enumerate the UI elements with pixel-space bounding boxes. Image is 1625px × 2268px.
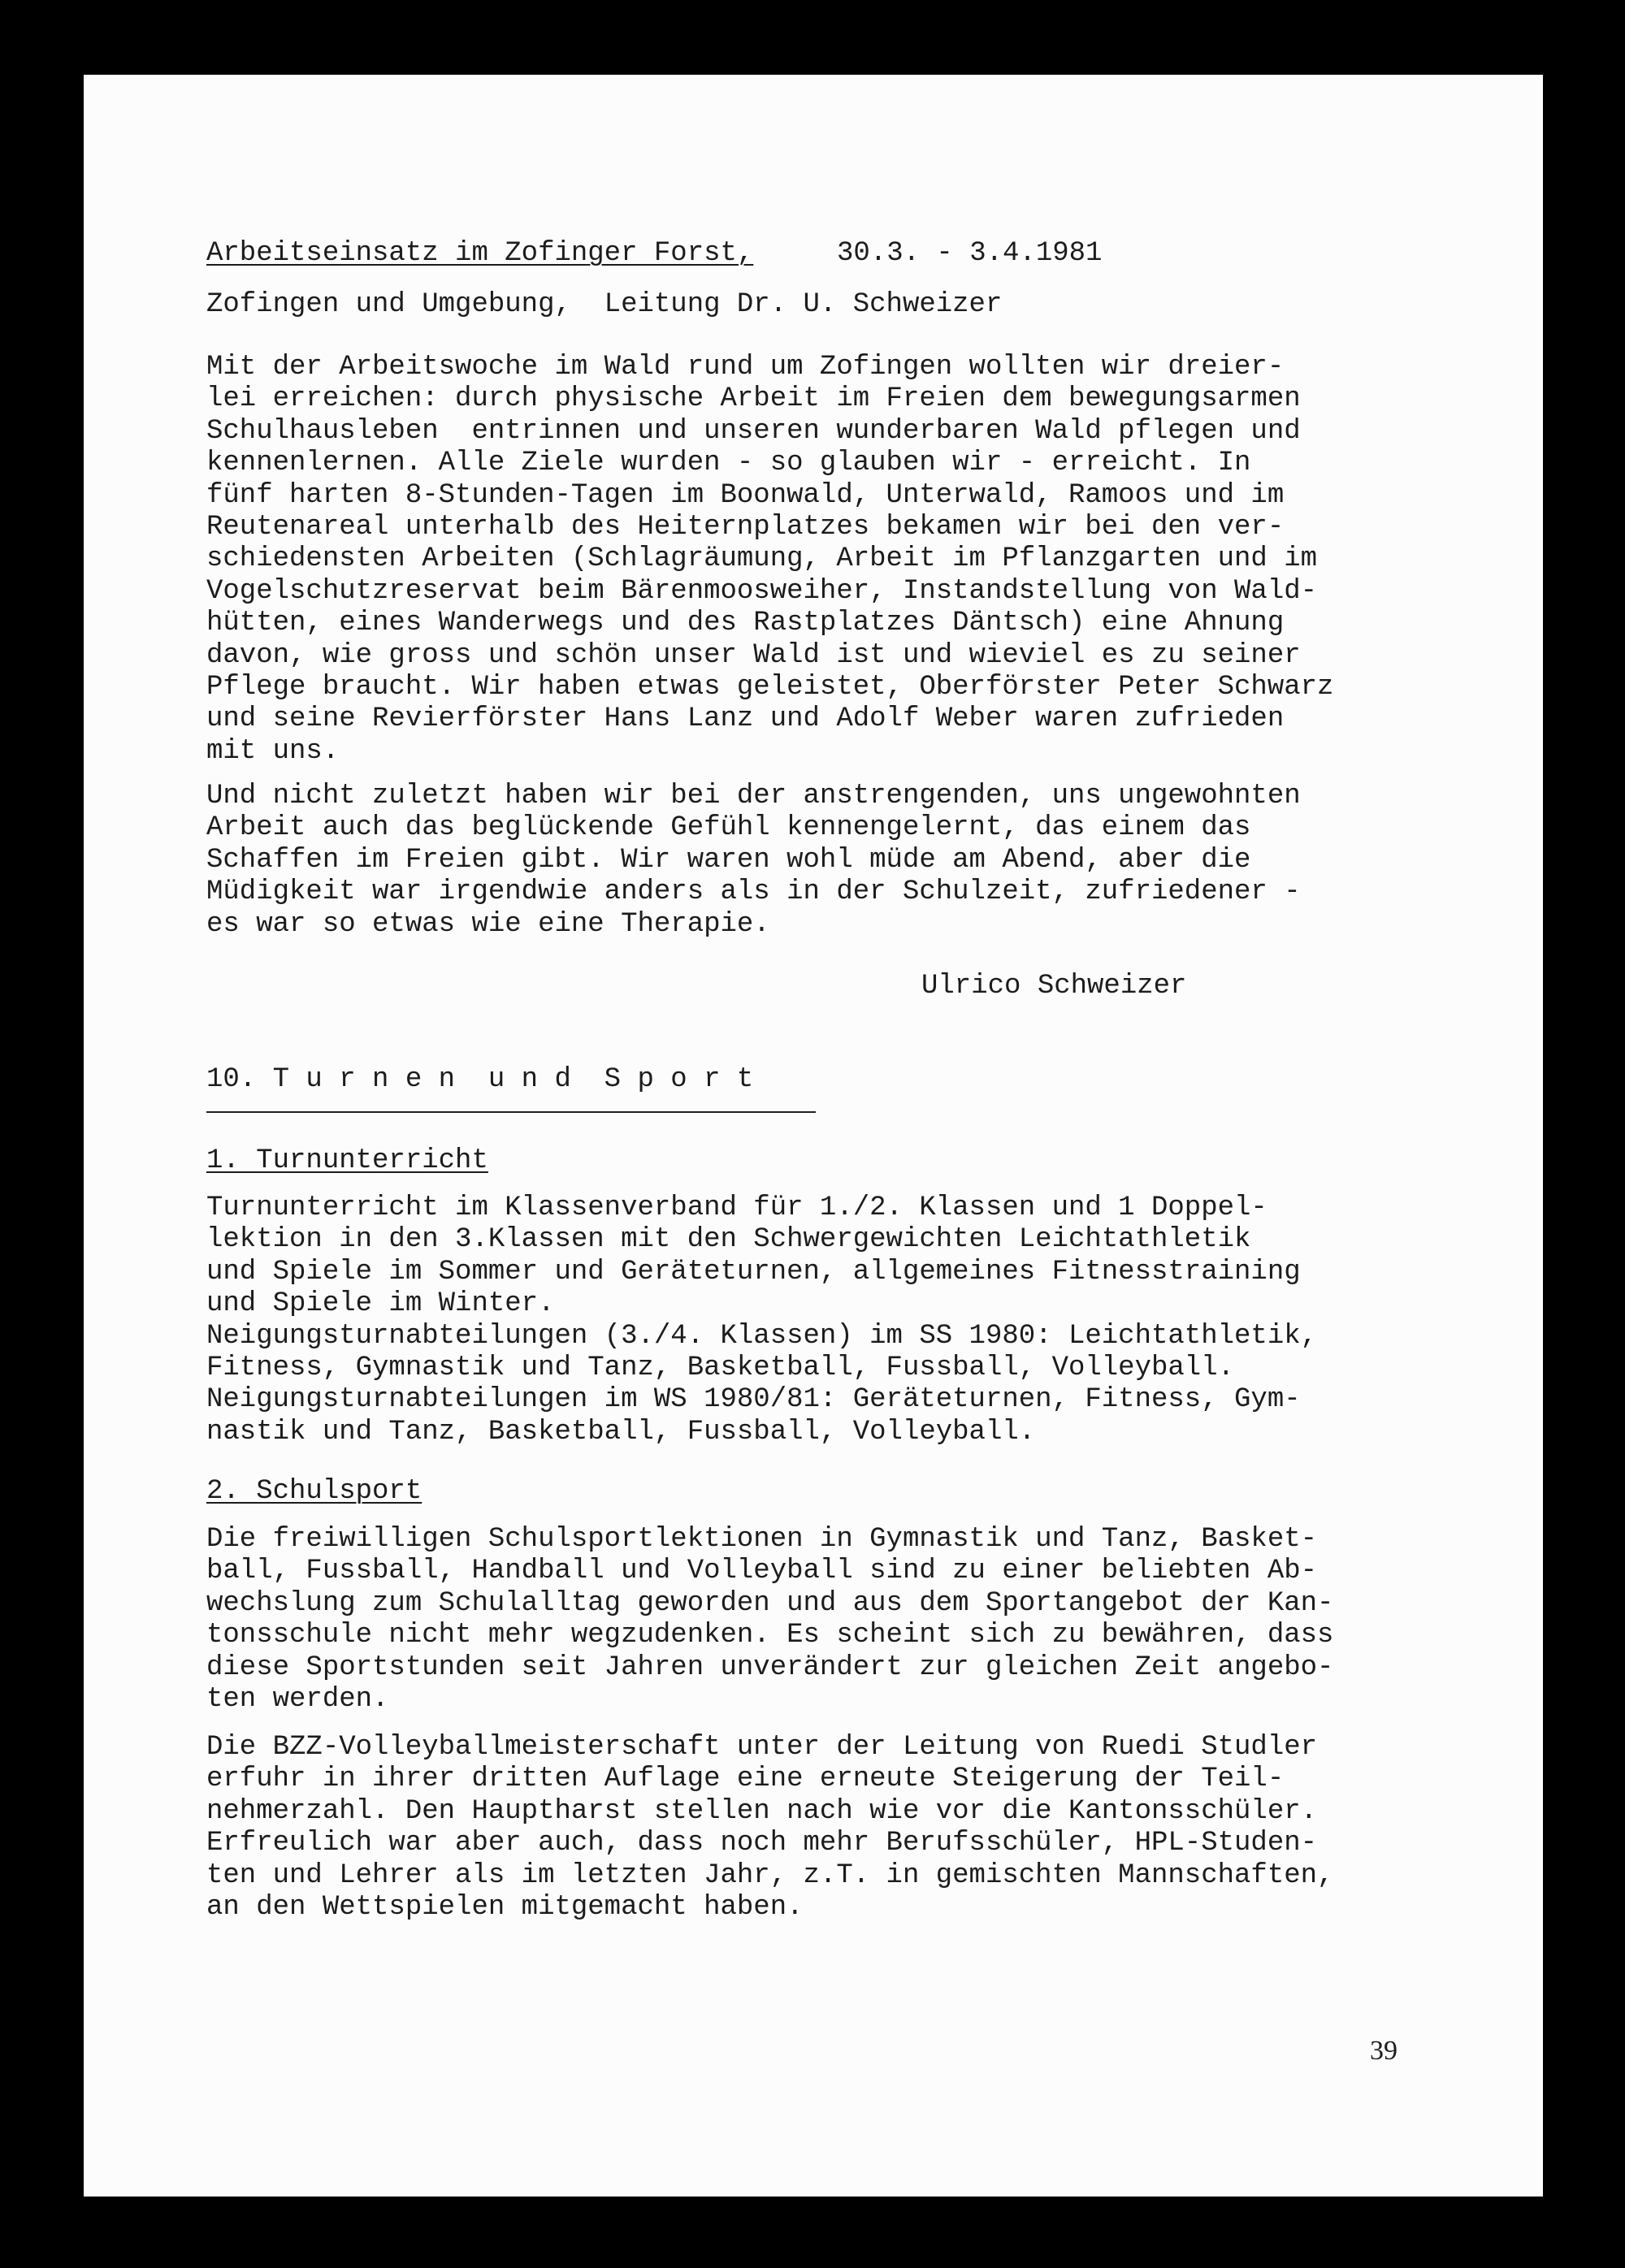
chapter-heading-rule	[206, 1111, 816, 1113]
report-paragraph-2: Und nicht zuletzt haben wir bei der anstrengenden, uns ungewohnten Arbeit auch das beglückende Gefühl kennengelernt, das einem das Schaffen im Freien gibt. Wir waren wohl müde am Abend, aber die Müdigkeit war irgendwie anders als in der Schulzeit, zufriedener - es war so etwas wie eine Therapie.	[206, 781, 1301, 940]
section-paragraph-schulsport-1: Die freiwilligen Schulsportlektionen in Gymnastik und Tanz, Basket- ball, Fussball, Handball und Volleyball sind zu einer beliebten Ab- wechslung zum Schulalltag geworden und aus dem Sportangebot der Kan- tonsschule nicht mehr wegzudenken. Es scheint sich zu bewähren, dass diese Sportstunden seit Jahren unverändert zur gleichen Zeit angebo- ten werden.	[206, 1524, 1334, 1716]
section-paragraph-turnunterricht: Turnunterricht im Klassenverband für 1./2. Klassen und 1 Doppel- lektion in den 3.Klassen mit den Schwergewichten Leichtathletik und Spiele im Sommer und Geräteturnen, allgemeines Fitnesstraining und Spiele im Winter. Neigungsturnabteilungen (3./4. Klassen) im SS 1980: Leichtathletik, Fitness, Gymnastik und Tanz, Basketball, Fussball, Volleyball. Neigungsturnabteilungen im WS 1980/81: Geräteturnen, Fitness, Gym- nastik und Tanz, Basketball, Fussball, Volleyball.	[206, 1192, 1318, 1448]
section-paragraph-schulsport-2: Die BZZ-Volleyballmeisterschaft unter der Leitung von Ruedi Studler erfuhr in ihrer dritten Auflage eine erneute Steigerung der Teil- nehmerzahl. Den Hauptharst stellen nach wie vor die Kantonsschüler. Erfreulich war aber auch, dass noch mehr Berufsschüler, HPL-Studen- ten und Lehrer als im letzten Jahr, z.T. in gemischten Mannschaften, an den Wettspielen mitgemacht haben.	[206, 1732, 1334, 1924]
report-subtitle: Zofingen und Umgebung, Leitung Dr. U. Schweizer	[206, 289, 1003, 320]
chapter-heading: 10. T u r n e n u n d S p o r t	[206, 1064, 754, 1095]
page-number: 39	[1370, 2036, 1398, 2066]
report-title: Arbeitseinsatz im Zofinger Forst,	[206, 238, 754, 269]
section-heading-turnunterricht: 1. Turnunterricht	[206, 1145, 488, 1176]
report-paragraph-1: Mit der Arbeitswoche im Wald rund um Zofingen wollten wir dreier- lei erreichen: durch physische Arbeit im Freien dem bewegungsarmen Schulhausleben entrinnen und unseren wunderbaren Wald pflegen und kennenlernen. Alle Ziele wurden - so glauben wir - erreicht. In fünf harten 8-Stunden-Tagen im Boonwald, Unterwald, Ramoos und im Reutenareal unterhalb des Heiternplatzes bekamen wir bei den ver- schiedensten Arbeiten (Schlagräumung, Arbeit im Pflanzgarten und im Vogelschutzreservat beim Bärenmoosweiher, Instandstellung von Wald- hütten, eines Wanderwegs und des Rastplatzes Däntsch) eine Ahnung davon, wie gross und schön unser Wald ist und wieviel es zu seiner Pflege braucht. Wir haben etwas geleistet, Oberförster Peter Schwarz und seine Revierförster Hans Lanz und Adolf Weber waren zufrieden mit uns.	[206, 352, 1334, 767]
report-date: 30.3. - 3.4.1981	[837, 238, 1103, 269]
report-signature: Ulrico Schweizer	[921, 971, 1187, 1002]
section-heading-schulsport: 2. Schulsport	[206, 1476, 422, 1507]
